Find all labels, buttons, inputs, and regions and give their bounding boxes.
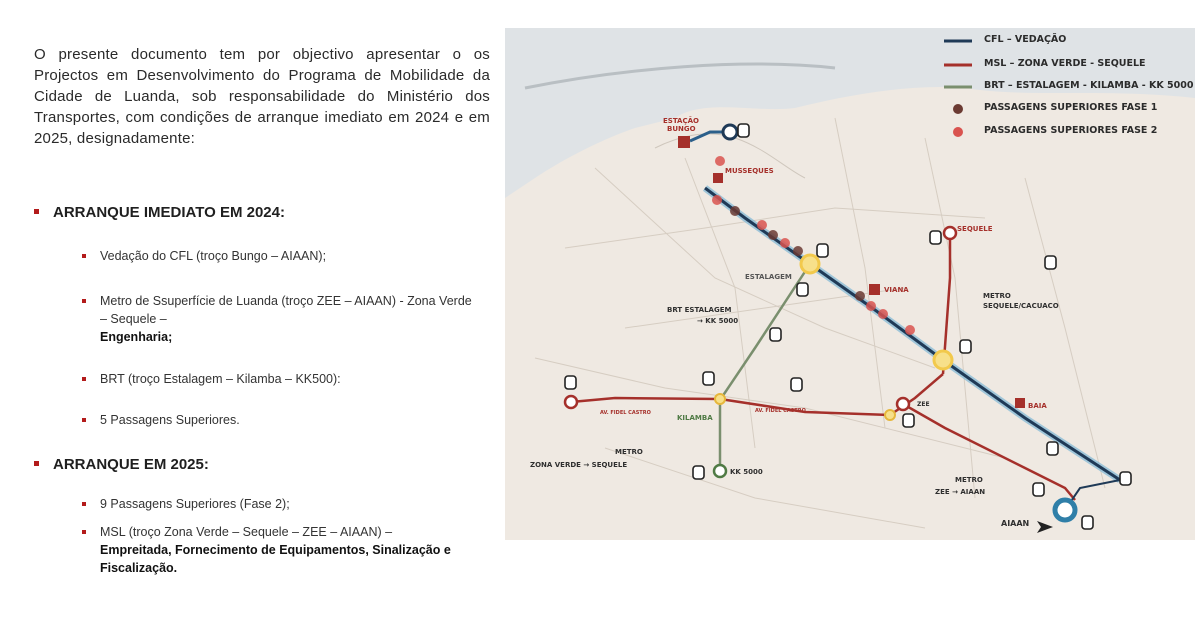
interchange-marker bbox=[715, 394, 725, 404]
airport-marker bbox=[1055, 500, 1075, 520]
kilamba-label: KILAMBA bbox=[677, 414, 713, 422]
metro-zee-label: METRO bbox=[955, 476, 983, 484]
overpass-phase2-marker bbox=[757, 220, 767, 230]
grey-line-icon bbox=[944, 82, 972, 92]
estalagem-label: ESTALAGEM bbox=[745, 273, 792, 281]
metro-zona-verde-label: METRO bbox=[615, 448, 643, 456]
train-icon bbox=[1047, 442, 1058, 455]
kk5000-label: KK 5000 bbox=[730, 468, 763, 476]
av-fidel-castro-label: AV. FIDEL CASTRO bbox=[600, 410, 651, 416]
legend-item bbox=[944, 34, 1184, 48]
bungo-label: BUNGO bbox=[667, 125, 696, 133]
intro-paragraph: O presente documento tem por objectivo apresentar o os Projectos em Desenvolvimento do Programa de Mobilidade da Cidade de Luanda, sob responsabilidade do Ministério dos Transportes, com condições de arranque imediato em 2024 e em 2025, designadamente: bbox=[34, 46, 490, 147]
section-2025-title-text: ARRANQUE EM 2025: bbox=[53, 456, 209, 473]
bungo-station-icon bbox=[678, 136, 690, 148]
list-item-text: 9 Passagens Superiores (Fase 2); bbox=[100, 497, 290, 511]
legend-label: PASSAGENS SUPERIORES FASE 2 bbox=[984, 125, 1158, 136]
viana-station-icon bbox=[869, 284, 880, 295]
train-icon bbox=[770, 328, 781, 341]
legend-item bbox=[944, 102, 1184, 116]
overpass-phase1-marker bbox=[730, 206, 740, 216]
train-icon bbox=[817, 244, 828, 257]
list-item bbox=[82, 292, 482, 346]
legend-label: CFL – VEDAÇÃO bbox=[984, 34, 1067, 45]
document-text bbox=[34, 44, 490, 149]
aiaan-label: AIAAN bbox=[1001, 519, 1030, 528]
train-icon bbox=[903, 414, 914, 427]
metro-zona-verde-sequele-label: ZONA VERDE → SEQUELE bbox=[530, 461, 628, 469]
overpass-phase1-marker bbox=[855, 291, 865, 301]
list-item-text bbox=[100, 523, 482, 577]
list-item-text-main: Metro de Ssuperfície de Luanda (troço ZEE – AIAAN) - Zona Verde – Sequele – bbox=[100, 294, 472, 326]
list-item-text-bold: Engenharia; bbox=[100, 330, 173, 344]
musseques-label: MUSSEQUES bbox=[725, 167, 774, 175]
train-icon bbox=[1082, 516, 1093, 529]
phase2-marker-icon bbox=[944, 127, 972, 137]
phase1-marker-icon bbox=[944, 104, 972, 114]
train-icon bbox=[797, 283, 808, 296]
metro-sequele-label: METRO bbox=[983, 292, 1011, 300]
musseques-station-icon bbox=[713, 173, 723, 183]
list-item-text bbox=[100, 292, 482, 346]
msl-terminus-marker bbox=[565, 396, 577, 408]
legend-label: PASSAGENS SUPERIORES FASE 1 bbox=[984, 102, 1158, 113]
train-icon bbox=[930, 231, 941, 244]
overpass-phase2-marker bbox=[905, 325, 915, 335]
bullet-icon bbox=[82, 418, 86, 422]
list-item bbox=[82, 523, 482, 577]
legend-label: BRT – ESTALAGEM - KILAMBA - KK 5000 bbox=[984, 80, 1194, 91]
zee-station-marker bbox=[897, 398, 909, 410]
list-item bbox=[82, 411, 482, 429]
section-2024-title bbox=[34, 204, 285, 221]
list-item bbox=[82, 247, 482, 265]
overpass-phase2-marker bbox=[715, 156, 725, 166]
baia-label: BAIA bbox=[1028, 402, 1047, 410]
train-icon bbox=[703, 372, 714, 385]
interchange-marker bbox=[885, 410, 895, 420]
overpass-phase2-marker bbox=[866, 301, 876, 311]
overpass-phase2-marker bbox=[780, 238, 790, 248]
interchange-marker bbox=[934, 351, 952, 369]
legend-item bbox=[944, 58, 1184, 72]
train-icon bbox=[1120, 472, 1131, 485]
estalagem-interchange-marker bbox=[801, 255, 819, 273]
list-item bbox=[82, 495, 482, 513]
brt-kk-label: → KK 5000 bbox=[697, 317, 739, 325]
list-item-text: Vedação do CFL (troço Bungo – AIAAN); bbox=[100, 249, 327, 263]
red-line-icon bbox=[944, 60, 972, 70]
section-bullet-icon bbox=[34, 209, 39, 214]
metro-sequele-cacuaco-label: SEQUELE/CACUACO bbox=[983, 302, 1059, 310]
overpass-phase2-marker bbox=[878, 309, 888, 319]
list-item-text-main: MSL (troço Zona Verde – Sequele – ZEE – AIAAN) – bbox=[100, 525, 393, 539]
train-icon bbox=[738, 124, 749, 137]
overpass-phase1-marker bbox=[793, 246, 803, 256]
section-2025-title bbox=[34, 456, 209, 473]
list-item bbox=[82, 370, 482, 388]
av-fidel-castro-label: AV. FIDEL CASTRO bbox=[755, 408, 806, 414]
msl-terminus-marker bbox=[944, 227, 956, 239]
train-icon bbox=[791, 378, 802, 391]
list-item-text: BRT (troço Estalagem – Kilamba – KK500): bbox=[100, 372, 341, 386]
train-icon bbox=[960, 340, 971, 353]
bullet-icon bbox=[82, 377, 86, 381]
viana-label: VIANA bbox=[884, 286, 909, 294]
overpass-phase1-marker bbox=[768, 230, 778, 240]
sequele-label: SEQUELE bbox=[957, 225, 993, 233]
estacao-label: ESTAÇÃO bbox=[663, 117, 699, 125]
bungo-station-marker bbox=[723, 125, 737, 139]
list-item-text: 5 Passagens Superiores. bbox=[100, 413, 240, 427]
bullet-icon bbox=[82, 502, 86, 506]
section-2024-title-text: ARRANQUE IMEDIATO EM 2024: bbox=[53, 204, 285, 221]
metro-zee-aiaan-label: ZEE → AIAAN bbox=[935, 488, 986, 496]
navy-line-icon bbox=[944, 36, 972, 46]
legend-label: MSL – ZONA VERDE - SEQUELE bbox=[984, 58, 1146, 69]
list-item-text-bold: Empreitada, Fornecimento de Equipamentos, Sinalização e Fiscalização. bbox=[100, 543, 451, 575]
legend-item bbox=[944, 80, 1194, 94]
bullet-icon bbox=[82, 530, 86, 534]
section-bullet-icon bbox=[34, 461, 39, 466]
train-icon bbox=[1033, 483, 1044, 496]
bullet-icon bbox=[82, 299, 86, 303]
brt-estalagem-label: BRT ESTALAGEM bbox=[667, 306, 732, 314]
kk5000-station-marker bbox=[714, 465, 726, 477]
train-icon bbox=[693, 466, 704, 479]
zee-label: ZEE bbox=[917, 401, 930, 408]
train-icon bbox=[565, 376, 576, 389]
baia-station-icon bbox=[1015, 398, 1025, 408]
bullet-icon bbox=[82, 254, 86, 258]
legend-item bbox=[944, 125, 1184, 139]
overpass-phase2-marker bbox=[712, 195, 722, 205]
train-icon bbox=[1045, 256, 1056, 269]
